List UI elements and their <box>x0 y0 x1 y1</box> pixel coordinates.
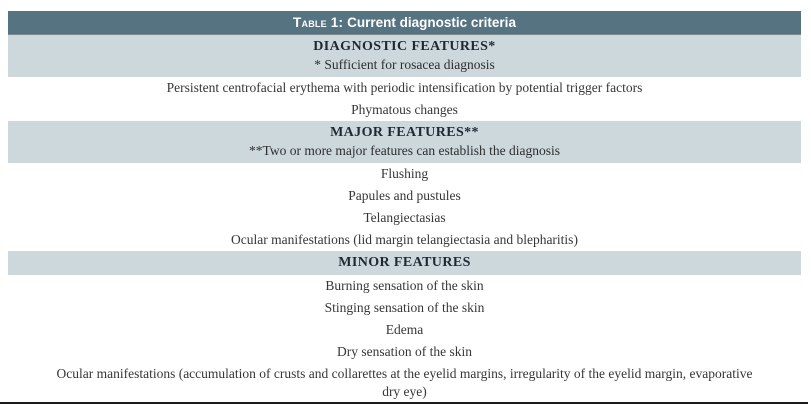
table-row: Dry sensation of the skin <box>8 341 801 363</box>
table-row: Edema <box>8 319 801 341</box>
table-row: Ocular manifestations (lid margin telangiectasia and blepharitis) <box>8 229 801 251</box>
diagnostic-criteria-table <box>8 11 801 403</box>
section-subheading: * Sufficient for rosacea diagnosis <box>314 57 495 72</box>
section-header-diagnostic-features <box>8 35 801 77</box>
section-subheading: **Two or more major features can establish the diagnosis <box>249 143 560 158</box>
table-number-label: Table 1: <box>293 15 344 30</box>
bottom-rule <box>0 402 808 404</box>
table-title-bar <box>8 11 801 35</box>
table-row: Burning sensation of the skin <box>8 275 801 297</box>
section-heading: DIAGNOSTIC FEATURES* <box>313 39 496 54</box>
table-row: Flushing <box>8 163 801 185</box>
table-row: Stinging sensation of the skin <box>8 297 801 319</box>
table-title: Current diagnostic criteria <box>347 15 516 30</box>
section-heading: MAJOR FEATURES** <box>330 125 479 140</box>
table-row: Phymatous changes <box>8 99 801 121</box>
section-header-major-features <box>8 121 801 163</box>
table-row: Persistent centrofacial erythema with periodic intensification by potential trigger factors <box>8 77 801 99</box>
table-row: Telangiectasias <box>8 207 801 229</box>
section-header-minor-features <box>8 251 801 275</box>
table-row: Papules and pustules <box>8 185 801 207</box>
section-heading: MINOR FEATURES <box>338 255 471 270</box>
table-row: Ocular manifestations (accumulation of crusts and collarettes at the eyelid margins, irregularity of the eyelid margin, evaporative dry eye) <box>47 363 763 403</box>
